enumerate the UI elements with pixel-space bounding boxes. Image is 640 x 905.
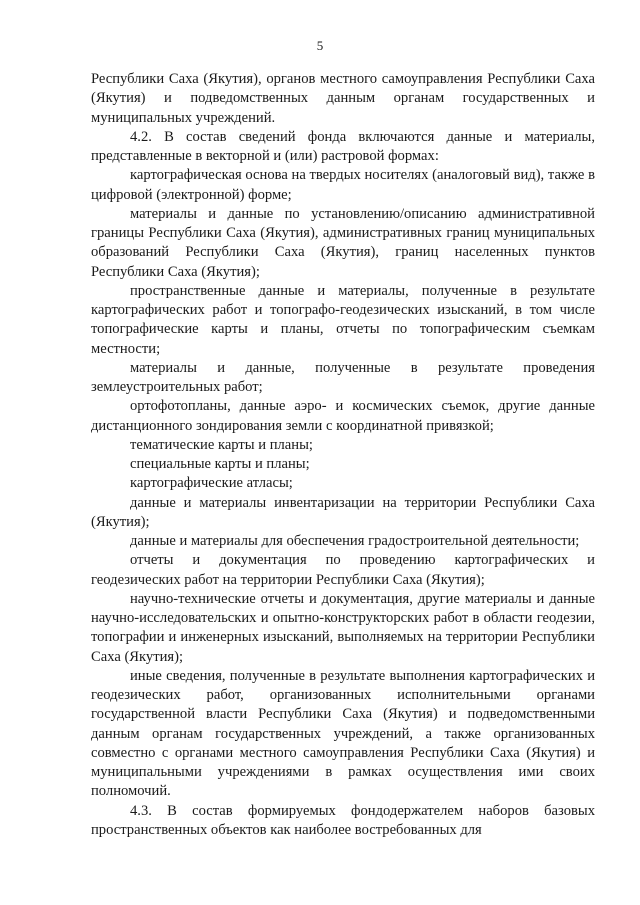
list-item-thematic-maps: тематические карты и планы; (130, 436, 313, 453)
list-item-inventory: данные и материалы инвентаризации на территории Республики Саха (Якутия); (91, 494, 595, 530)
list-item-urban-planning: данные и материалы для обеспечения градостроительной деятельности; (130, 533, 580, 549)
paragraph-continuation: Республики Саха (Якутия), органов местного самоуправления Республики Саха (Якутия) и подведомственных данным органам государственных и муниципальных учреждений. (91, 71, 595, 126)
paragraph-section-4-3: 4.3. В состав формируемых фондодержателем наборов базовых пространственных объектов как наиболее востребованных для (91, 802, 595, 838)
list-item-other-information: иные сведения, полученные в результате выполнения картографических и геодезических работ, организованных исполнительными органами государственной власти Республики Саха (Якутия) и подведомственными данным органам государственных учреждений, а также организованных совместно с органами местного самоуправления Республики Саха (Якутия) и муниципальными учреждениями в рамках осуществления ими своих полномочий. (91, 667, 595, 800)
list-item-cartographic-basis: картографическая основа на твердых носителях (аналоговый вид), также в цифровой (электронной) форме; (91, 167, 595, 203)
list-item-special-maps: специальные карты и планы; (130, 456, 310, 472)
list-item-scientific-reports: научно-технические отчеты и документация, другие материалы и данные научно-исследовательских и опытно-конструкторских работ в области геодезии, топографии и инженерных изысканий, выполняемых на территории Республики Саха (Якутия); (91, 590, 595, 665)
page-number: 5 (316, 38, 324, 53)
list-item-land-management: материалы и данные, полученные в результате проведения землеустроительных работ; (91, 359, 595, 395)
list-item-orthophotoplans: ортофотопланы, данные аэро- и космических съемок, другие данные дистанционного зондирования земли с координатной привязкой; (91, 398, 595, 434)
list-item-spatial-data: пространственные данные и материалы, полученные в результате картографических работ и топографо-геодезических изысканий, в том числе топографические карты и планы, отчеты по топографическим съемкам местности; (91, 282, 595, 357)
document-body (91, 70, 595, 840)
list-item-atlases: картографические атласы; (130, 475, 293, 492)
paragraph-section-4-2: 4.2. В состав сведений фонда включаются данные и материалы, представленные в векторной и (или) растровой формах: (91, 128, 595, 164)
list-item-administrative-boundaries: материалы и данные по установлению/описанию административной границы Республики Саха (Якутия), административных границ муниципальных образований Республики Саха (Якутия), границ населенных пунктов Республики Саха (Якутия); (91, 205, 595, 280)
list-item-reports: отчеты и документация по проведению картографических и геодезических работ на территории Республики Саха (Якутия); (91, 552, 595, 588)
